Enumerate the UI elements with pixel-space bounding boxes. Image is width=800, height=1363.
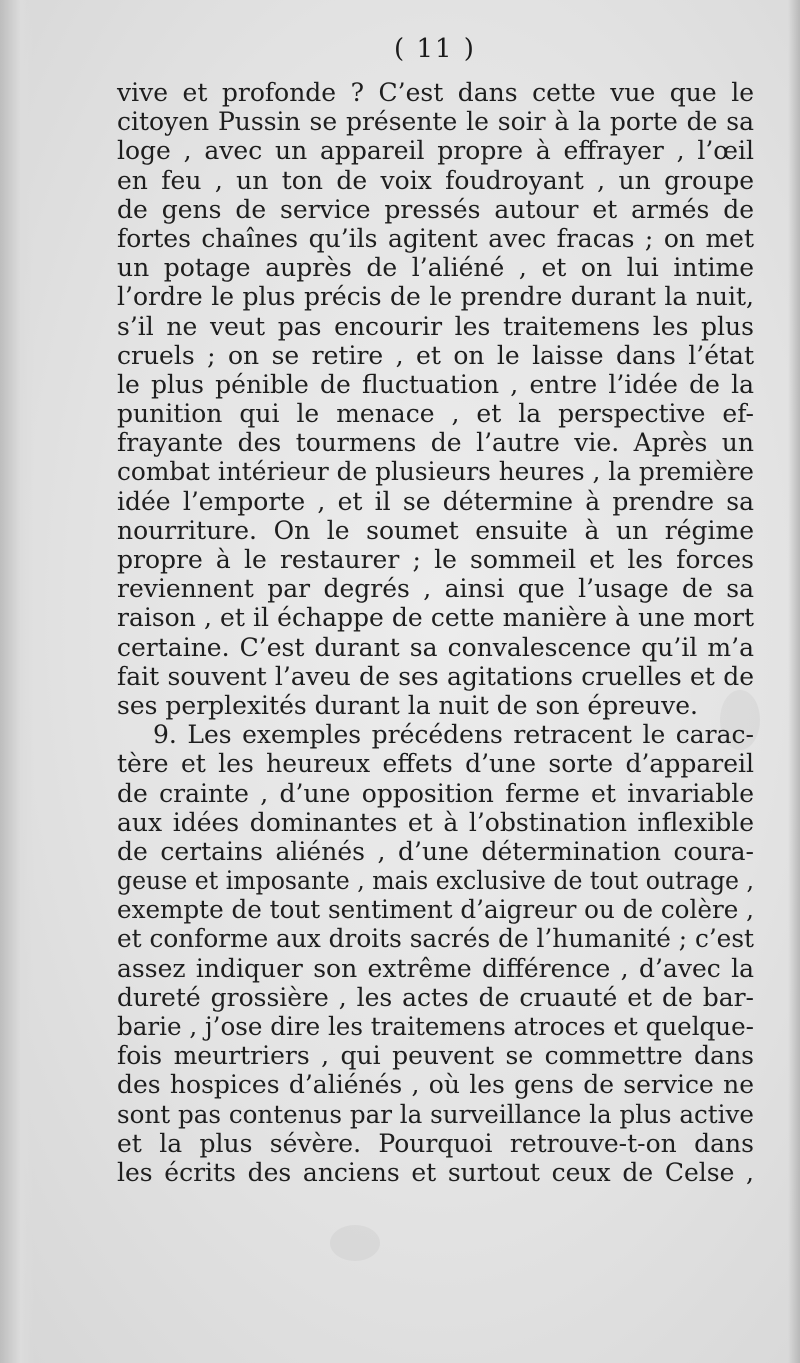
page-right-shadow bbox=[788, 0, 800, 1363]
text-line: exempte de tout sentiment d’aigreur ou de colère , bbox=[117, 895, 754, 925]
text-line: geuse et imposante , mais exclusive de tout outrage , bbox=[117, 866, 754, 896]
body-text bbox=[117, 78, 754, 1187]
paper-smudge bbox=[330, 1225, 380, 1261]
text-line: de gens de service pressés autour et armés de bbox=[117, 194, 754, 224]
text-line: ses perplexités durant la nuit de son épreuve. bbox=[117, 690, 698, 720]
page-left-shadow bbox=[0, 0, 34, 1363]
text-line: en feu , un ton de voix foudroyant , un groupe bbox=[117, 165, 754, 195]
text-line: 9. Les exemples précédens retracent le carac- bbox=[153, 720, 754, 750]
text-line: de certains aliénés , d’une détermination coura- bbox=[117, 836, 754, 866]
text-line: nourriture. On le soumet ensuite à un régime bbox=[117, 515, 754, 545]
text-line: propre à le restaurer ; le sommeil et les forces bbox=[117, 545, 754, 574]
text-line: assez indiquer son extrême différence , d’avec la bbox=[117, 953, 754, 983]
text-line: un potage auprès de l’aliéné , et on lui intime bbox=[117, 253, 754, 283]
text-line: combat intérieur de plusieurs heures , la première bbox=[117, 457, 754, 487]
text-line: et la plus sévère. Pourquoi retrouve-t-on dans bbox=[117, 1128, 754, 1158]
text-line: fortes chaînes qu’ils agitent avec fracas ; on met bbox=[117, 223, 754, 253]
text-line: reviennent par degrés , ainsi que l’usage de sa bbox=[117, 574, 754, 604]
text-line: tère et les heureux effets d’une sorte d’appareil bbox=[117, 749, 754, 779]
text-line: s’il ne veut pas encourir les traitemens les plus bbox=[117, 311, 754, 341]
text-line: le plus pénible de fluctuation , entre l’idée de la bbox=[117, 369, 754, 399]
text-line: idée l’emporte , et il se détermine à prendre sa bbox=[117, 486, 754, 516]
text-line: fois meurtriers , qui peuvent se commettre dans bbox=[117, 1041, 754, 1071]
text-line: des hospices d’aliénés , où les gens de service ne bbox=[117, 1070, 754, 1100]
text-line: cruels ; on se retire , et on le laisse dans l’état bbox=[117, 340, 754, 370]
text-line: frayante des tourmens de l’autre vie. Après un bbox=[117, 428, 754, 458]
page-number: ( 11 ) bbox=[394, 34, 476, 64]
text-line: loge , avec un appareil propre à effrayer , l’œil bbox=[117, 136, 754, 166]
text-line: l’ordre le plus précis de le prendre durant la nuit, bbox=[117, 282, 754, 312]
text-line: citoyen Pussin se présente le soir à la porte de sa bbox=[117, 107, 754, 137]
text-line: punition qui le menace , et la perspective ef- bbox=[117, 399, 754, 429]
text-line: fait souvent l’aveu de ses agitations cruelles et de bbox=[117, 661, 754, 691]
text-line: aux idées dominantes et à l’obstination inflexible bbox=[117, 807, 754, 837]
text-line: sont pas contenus par la surveillance la plus active bbox=[117, 1099, 754, 1129]
text-line: dureté grossière , les actes de cruauté et de bar- bbox=[117, 982, 754, 1012]
text-line: raison , et il échappe de cette manière à une mort bbox=[117, 603, 754, 633]
text-line: vive et profonde ? C’est dans cette vue que le bbox=[117, 78, 754, 107]
text-line: les écrits des anciens et surtout ceux de Celse , bbox=[117, 1157, 754, 1187]
text-line: et conforme aux droits sacrés de l’humanité ; c’est bbox=[117, 924, 754, 954]
text-line: barie , j’ose dire les traitemens atroces et quelque- bbox=[117, 1012, 754, 1041]
text-line: certaine. C’est durant sa convalescence qu’il m’a bbox=[117, 632, 754, 662]
text-line: de crainte , d’une opposition ferme et invariable bbox=[117, 778, 754, 808]
